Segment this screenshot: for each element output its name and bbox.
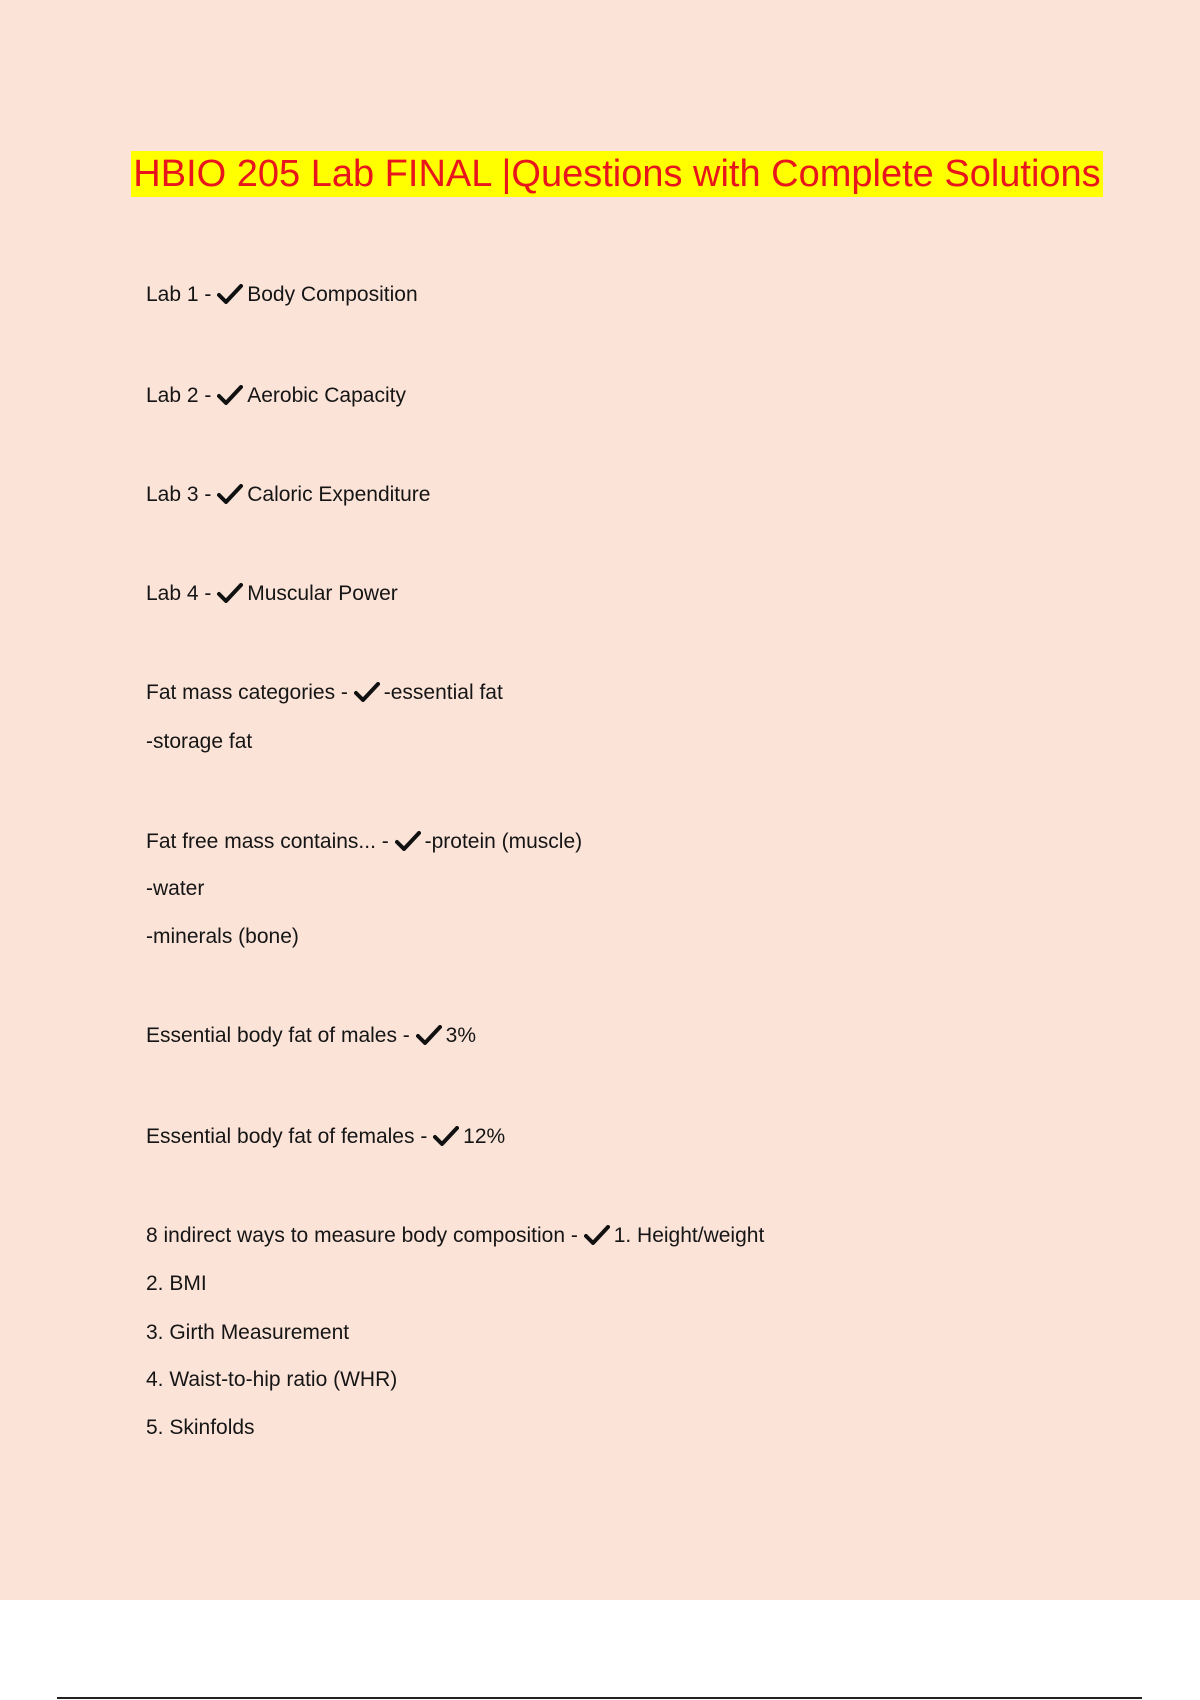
qa-item-lab-2 bbox=[146, 382, 406, 410]
check-icon bbox=[433, 1126, 459, 1146]
footer-divider bbox=[57, 1697, 1142, 1699]
answer-text: -protein (muscle) bbox=[424, 830, 583, 853]
qa-item-essential-fat-females bbox=[146, 1123, 505, 1151]
question-text: Essential body fat of males - bbox=[146, 1024, 416, 1047]
question-text: Essential body fat of females - bbox=[146, 1125, 434, 1148]
answer-continuation: -water bbox=[146, 877, 205, 900]
qa-item-indirect-ways bbox=[146, 1222, 764, 1250]
qa-item-essential-fat-males bbox=[146, 1022, 476, 1050]
check-icon bbox=[395, 831, 421, 851]
answer-text: 12% bbox=[463, 1125, 506, 1148]
answer-text: Body Composition bbox=[247, 283, 418, 306]
answer-text: 1. Height/weight bbox=[613, 1224, 765, 1247]
document-title-text: HBIO 205 Lab FINAL |Questions with Complete Solutions bbox=[133, 153, 1101, 195]
answer-text: -essential fat bbox=[383, 681, 503, 704]
qa-item-lab-3 bbox=[146, 481, 430, 509]
answer-continuation: 4. Waist-to-hip ratio (WHR) bbox=[146, 1368, 398, 1391]
qa-item-lab-4 bbox=[146, 580, 398, 608]
answer-continuation: -storage fat bbox=[146, 730, 253, 753]
qa-item-lab-1 bbox=[146, 281, 418, 309]
check-icon bbox=[217, 484, 243, 504]
question-text: Lab 2 - bbox=[146, 384, 218, 407]
check-icon bbox=[416, 1025, 442, 1045]
question-text: Lab 4 - bbox=[146, 582, 218, 605]
qa-item-fat-mass-categories bbox=[146, 679, 503, 707]
question-text: Fat free mass contains... - bbox=[146, 830, 395, 853]
answer-continuation: 2. BMI bbox=[146, 1272, 207, 1295]
check-icon bbox=[217, 385, 243, 405]
answer-text: Caloric Expenditure bbox=[247, 483, 431, 506]
check-icon bbox=[217, 583, 243, 603]
question-text: Lab 1 - bbox=[146, 283, 218, 306]
answer-text: Aerobic Capacity bbox=[247, 384, 406, 407]
answer-continuation: 3. Girth Measurement bbox=[146, 1321, 350, 1344]
answer-continuation: -minerals (bone) bbox=[146, 925, 299, 948]
answer-text: 3% bbox=[445, 1024, 476, 1047]
check-icon bbox=[584, 1225, 610, 1245]
check-icon bbox=[217, 284, 243, 304]
check-icon bbox=[354, 682, 380, 702]
answer-text: Muscular Power bbox=[247, 582, 398, 605]
question-text: Lab 3 - bbox=[146, 483, 218, 506]
document-title bbox=[0, 145, 1200, 203]
question-text: Fat mass categories - bbox=[146, 681, 354, 704]
answer-continuation: 5. Skinfolds bbox=[146, 1416, 255, 1439]
qa-item-fat-free-mass bbox=[146, 828, 582, 856]
question-text: 8 indirect ways to measure body composition - bbox=[146, 1224, 584, 1247]
